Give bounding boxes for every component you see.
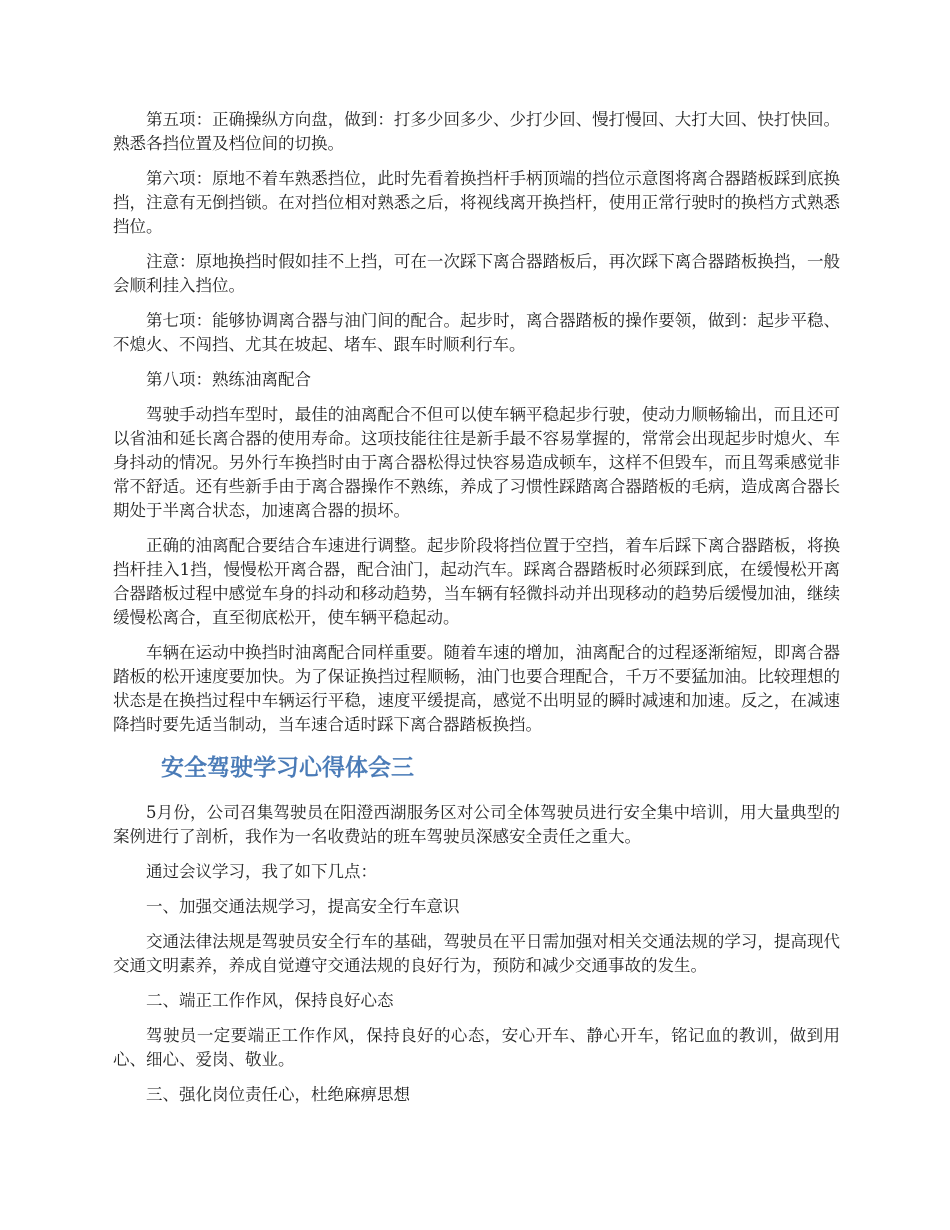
paragraph-item-5: 第五项：正确操纵方向盘，做到：打多少回多少、少打少回、慢打慢回、大打大回、快打快回。熟悉各挡位置及档位间的切换。 <box>113 110 840 153</box>
paragraph-clutch-intro: 驾驶手动挡车型时，最佳的油离配合不但可以使车辆平稳起步行驶，使动力顺畅输出，而且还可以省油和延长离合器的使用寿命。这项技能往往是新手最不容易掌握的，常常会出现起步时熄火、车身抖动的情况。另外行车换挡时由于离合器松得过快容易造成顿车，这样不但毁车，而且驾乘感觉非常不舒适。还有些新手由于离合器操作不熟练，养成了习惯性踩踏离合器踏板的毛病，造成离合器长期处于半离合状态，加速离合器的损坏。 <box>113 405 840 520</box>
paragraph-clutch-shift: 车辆在运动中换挡时油离配合同样重要。随着车速的增加，油离配合的过程逐渐缩短，即离合器踏板的松开速度要加快。为了保证换挡过程顺畅，油门也要合理配合，千万不要猛加油。比较理想的状态是在换挡过程中车辆运行平稳，速度平缓提高，感觉不出明显的瞬时减速和加速。反之，在减速降挡时要先适当制动，当车速合适时踩下离合器踏板换挡。 <box>113 643 840 734</box>
paragraph-point-1-title: 一、加强交通法规学习，提高安全行车意识 <box>146 897 460 916</box>
paragraph-note: 注意：原地换挡时假如挂不上挡，可在一次踩下离合器踏板后，再次踩下离合器踏板换挡，一般会顺利挂入挡位。 <box>113 252 840 295</box>
paragraph-point-1-body: 交通法律法规是驾驶员安全行车的基础，驾驶员在平日需加强对相关交通法规的学习，提高现代交通文明素养，养成自觉遵守交通法规的良好行为，预防和减少交通事故的发生。 <box>113 932 840 975</box>
paragraph-clutch-start: 正确的油离配合要结合车速进行调整。起步阶段将挡位置于空挡，着车后踩下离合器踏板，将换挡杆挂入1挡，慢慢松开离合器，配合油门，起动汽车。踩离合器踏板时必须踩到底，在缓慢松开离合器踏板过程中感觉车身的抖动和移动趋势，当车辆有轻微抖动并出现移动的趋势后缓慢加油，继续缓慢松离合，直至彻底松开，使车辆平稳起动。 <box>113 536 840 627</box>
paragraph-point-2-body: 驾驶员一定要端正工作作风，保持良好的心态，安心开车、静心开车，铭记血的教训，做到用心、细心、爱岗、敬业。 <box>113 1026 840 1069</box>
paragraph-point-2-title: 二、端正工作作风，保持良好心态 <box>146 991 394 1010</box>
paragraph-point-3-title: 三、强化岗位责任心，杜绝麻痹思想 <box>146 1085 410 1104</box>
document-page <box>113 108 840 1118</box>
paragraph-item-8-title: 第八项：熟练油离配合 <box>146 370 311 389</box>
paragraph-item-7: 第七项：能够协调离合器与油门间的配合。起步时，离合器踏板的操作要领，做到：起步平稳、不熄火、不闯挡、尤其在坡起、堵车、跟车时顺利行车。 <box>113 311 840 354</box>
section-heading: 安全驾驶学习心得体会三 <box>161 755 414 781</box>
paragraph-item-6: 第六项：原地不着车熟悉挡位，此时先看着换挡杆手柄顶端的挡位示意图将离合器踏板踩到底换挡，注意有无倒挡锁。在对挡位相对熟悉之后，将视线离开换挡杆，使用正常行驶时的换档方式熟悉挡位。 <box>113 169 840 236</box>
paragraph-training-intro: 5月份，公司召集驾驶员在阳澄西湖服务区对公司全体驾驶员进行安全集中培训，用大量典型的案例进行了剖析，我作为一名收费站的班车驾驶员深感安全责任之重大。 <box>113 803 840 846</box>
paragraph-learnings-lead: 通过会议学习，我了如下几点： <box>146 862 377 881</box>
